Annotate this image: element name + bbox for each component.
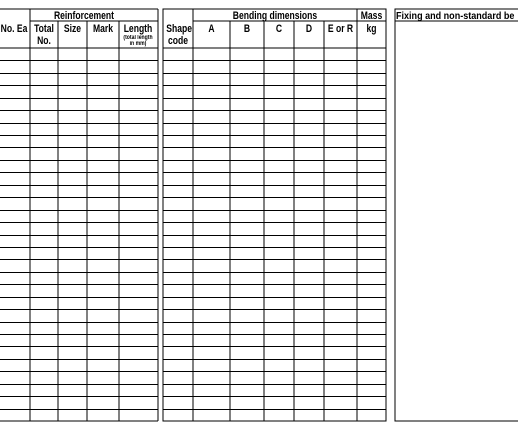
- grid-frame-fixing: [395, 9, 518, 421]
- col-header-a: A: [208, 23, 215, 35]
- mass-unit: kg: [366, 23, 377, 35]
- col-header-total-line1: Total: [34, 23, 54, 35]
- col-header-length: Length: [123, 23, 153, 35]
- col-header-length-note-line2: in mm): [129, 41, 147, 47]
- col-header-length-note-line1: (total length: [123, 35, 153, 41]
- col-header-no-ea: No. Ea: [0, 23, 28, 35]
- mass-title: Mass: [360, 10, 383, 22]
- bending-title: Bending dimensions: [232, 10, 318, 22]
- col-header-d: D: [305, 23, 313, 35]
- col-header-e-or-r: E or R: [327, 23, 354, 35]
- col-header-size: Size: [63, 23, 82, 35]
- col-header-total-line2: No.: [37, 35, 51, 47]
- fixing-title: Fixing and non-standard be: [396, 10, 515, 22]
- reinforcement-title: Reinforcement: [53, 10, 115, 22]
- col-header-mark: Mark: [92, 23, 114, 35]
- col-header-shape-line2: code: [167, 35, 189, 47]
- col-header-c: C: [275, 23, 283, 35]
- col-header-shape-line1: Shape: [166, 23, 193, 35]
- col-header-b: B: [243, 23, 251, 35]
